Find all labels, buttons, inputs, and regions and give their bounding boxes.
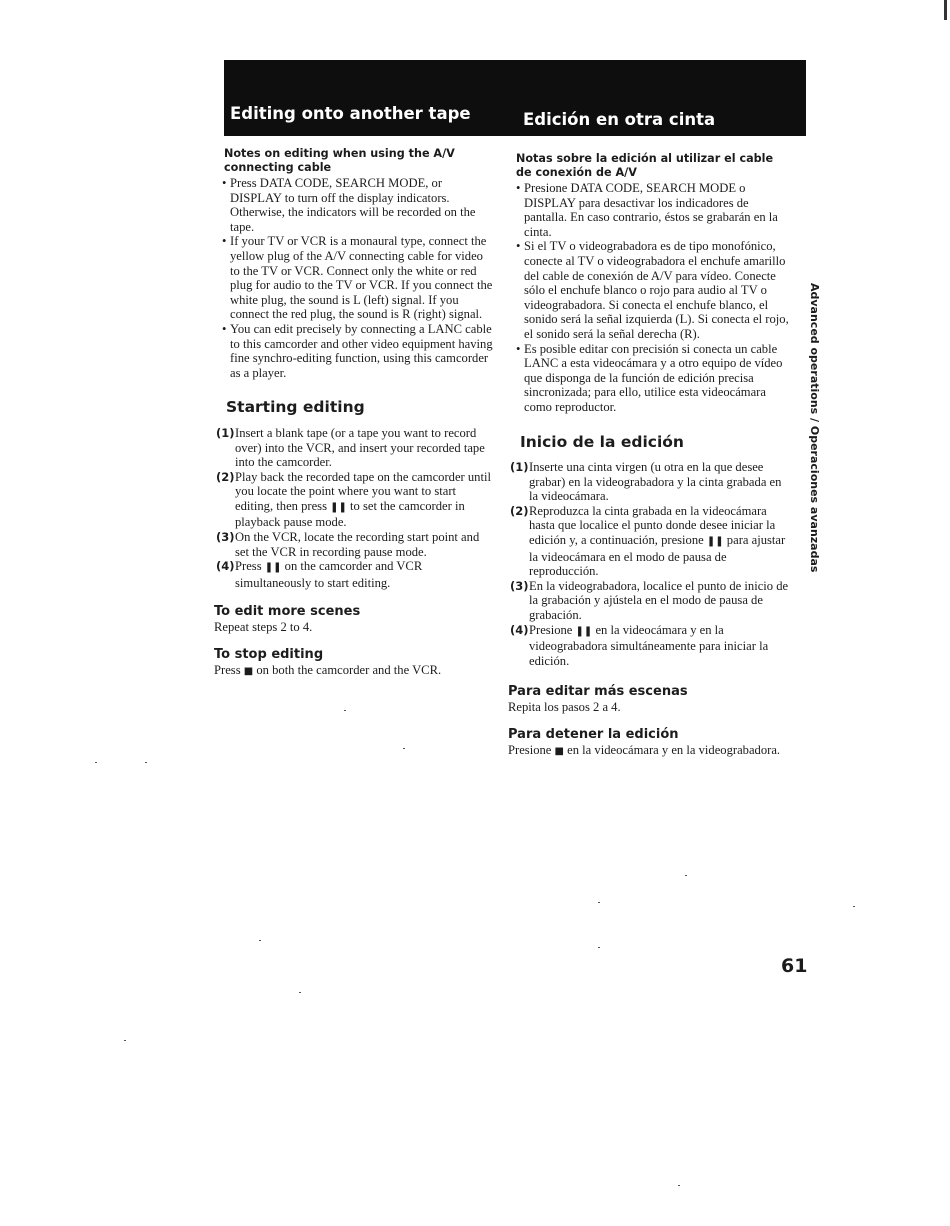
- subheading-more-scenes: Para editar más escenas: [508, 684, 688, 700]
- step-text: Press: [235, 559, 265, 574]
- stop-text: en la videocámara y en la videograbadora.: [563, 743, 781, 757]
- note-item: • Si el TV o videograbadora es de tipo monofónico, conecte al TV o videograbadora el enchufe amarillo del cable de conexión de A/V para vídeo. Conecte sólo el enchufe blanco o rojo para audio al TV o videograbadora. Si conecta el enchufe blanco, el sonido será la señal izquierda (L). Si conecta el rojo, el sonido será la señal derecha (R).: [508, 239, 790, 341]
- step-text: Inserte una cinta virgen (u otra en la que desee grabar) en la videograbadora y la cinta grabada en la videocámara.: [529, 460, 782, 504]
- title-spanish: Edición en otra cinta: [523, 110, 716, 129]
- scan-speck: [344, 710, 346, 711]
- step-text: Play back the recorded tape on the camcorder until you locate the point where you want to start editing, then press: [235, 469, 491, 513]
- page-number: 61: [781, 955, 808, 977]
- more-scenes-text: Repeat steps 2 to 4.: [214, 620, 313, 635]
- scan-speck: [853, 906, 855, 907]
- step-item: [508, 623, 790, 669]
- step-number: (2): [510, 503, 529, 518]
- scan-speck: [598, 902, 600, 903]
- step-text: Reproduzca la cinta grabada en la videocámara hasta que localice el punto donde desee iniciar la edición y, a continuación, presione: [529, 503, 776, 548]
- section-title-starting: Inicio de la edición: [520, 432, 684, 451]
- stop-icon: ■: [554, 746, 564, 757]
- note-item: • Press DATA CODE, SEARCH MODE, or DISPLAY to turn off the display indicators. Otherwise, the indicators will be recorded on the tape.: [214, 176, 494, 234]
- spanish-column: [508, 152, 790, 760]
- step-number: (2): [216, 469, 235, 484]
- side-tab-label: Advanced operations / Operaciones avanzadas: [808, 283, 821, 573]
- step-number: (4): [510, 622, 529, 637]
- notes-heading: Notas sobre la edición al utilizar el cable de conexión de A/V: [516, 152, 774, 179]
- stop-text: Press: [214, 663, 244, 678]
- scan-speck: [145, 762, 147, 763]
- stop-icon: ■: [243, 666, 254, 678]
- step-item: [214, 470, 494, 530]
- note-item: • Presione DATA CODE, SEARCH MODE o DISPLAY para desactivar los indicadores de pantalla. En caso contrario, éstos se grabarán en la cinta.: [508, 181, 790, 239]
- note-item: • You can edit precisely by connecting a LANC cable to this camcorder and other video equipment having fine synchro-editing function, using this camcorder as a player.: [214, 322, 494, 380]
- header-bar: [224, 60, 806, 136]
- pause-icon: ❚❚: [264, 562, 282, 574]
- step-number: (4): [216, 559, 235, 574]
- step-number: (3): [216, 530, 235, 545]
- step-number: (1): [216, 425, 235, 440]
- scan-speck: [299, 992, 301, 993]
- step-number: (3): [510, 578, 529, 593]
- step-item: [508, 460, 790, 504]
- subheading-more-scenes: To edit more scenes: [214, 604, 361, 620]
- pause-icon: ❚❚: [706, 536, 724, 548]
- step-text: Presione: [529, 622, 576, 637]
- stop-editing-text: [508, 743, 790, 760]
- step-item: [508, 579, 790, 623]
- note-item: • If your TV or VCR is a monaural type, connect the yellow plug of the A/V connecting cable for video to the TV or VCR. Connect only the white or red plug for audio to the TV or VCR. If you connect the white plug, the sound is L (left) signal. If you connect the red plug, the sound is R (right) signal.: [214, 234, 494, 322]
- step-text: on the camcorder and VCR simultaneously to start editing.: [235, 559, 423, 590]
- scan-speck: [95, 762, 97, 763]
- step-item: [508, 504, 790, 579]
- step-text: On the VCR, locate the recording start point and set the VCR in recording pause mode.: [235, 530, 480, 559]
- title-english: Editing onto another tape: [230, 104, 471, 123]
- stop-text: Presione: [508, 743, 555, 757]
- english-column: [214, 147, 494, 680]
- more-scenes-text: Repita los pasos 2 a 4.: [508, 700, 621, 715]
- scan-speck: [598, 947, 600, 948]
- step-item: [214, 426, 494, 470]
- step-item: [214, 530, 494, 559]
- scan-edge-mark: [944, 0, 947, 20]
- section-title-starting: Starting editing: [226, 398, 365, 417]
- pause-icon: ❚❚: [575, 625, 593, 637]
- step-text: En la videograbadora, localice el punto de inicio de la grabación y ajústela en el modo de pausa de grabación.: [529, 578, 789, 623]
- subheading-stop-editing: To stop editing: [214, 647, 324, 663]
- scan-speck: [124, 1040, 126, 1041]
- pause-icon: ❚❚: [330, 501, 347, 513]
- note-item: • Es posible editar con precisión si conecta un cable LANC a esta videocámara y a otro equipo de vídeo que disponga de la función de edición precisa sincronizada; para ello, utilice esta videocámara como reproductor.: [508, 342, 790, 415]
- step-text: to set the camcorder in playback pause mode.: [235, 498, 465, 530]
- stop-text: on both the camcorder and the VCR.: [253, 663, 442, 678]
- step-number: (1): [510, 460, 529, 475]
- subheading-stop-editing: Para detener la edición: [508, 727, 679, 742]
- step-text: en la videocámara y en la videograbadora simultáneamente para iniciar la edición.: [529, 622, 769, 668]
- scan-speck: [678, 1185, 680, 1186]
- scan-speck: [259, 940, 261, 941]
- step-text: para ajustar la videocámara en el modo de pausa de reproducción.: [529, 533, 786, 579]
- step-text: Insert a blank tape (or a tape you want to record over) into the VCR, and insert your recorded tape into the camcorder.: [235, 425, 485, 470]
- stop-editing-text: [214, 663, 494, 680]
- scan-speck: [403, 748, 405, 749]
- notes-heading: Notes on editing when using the A/V connecting cable: [224, 147, 455, 174]
- step-item: [214, 559, 494, 590]
- scan-speck: [685, 875, 687, 876]
